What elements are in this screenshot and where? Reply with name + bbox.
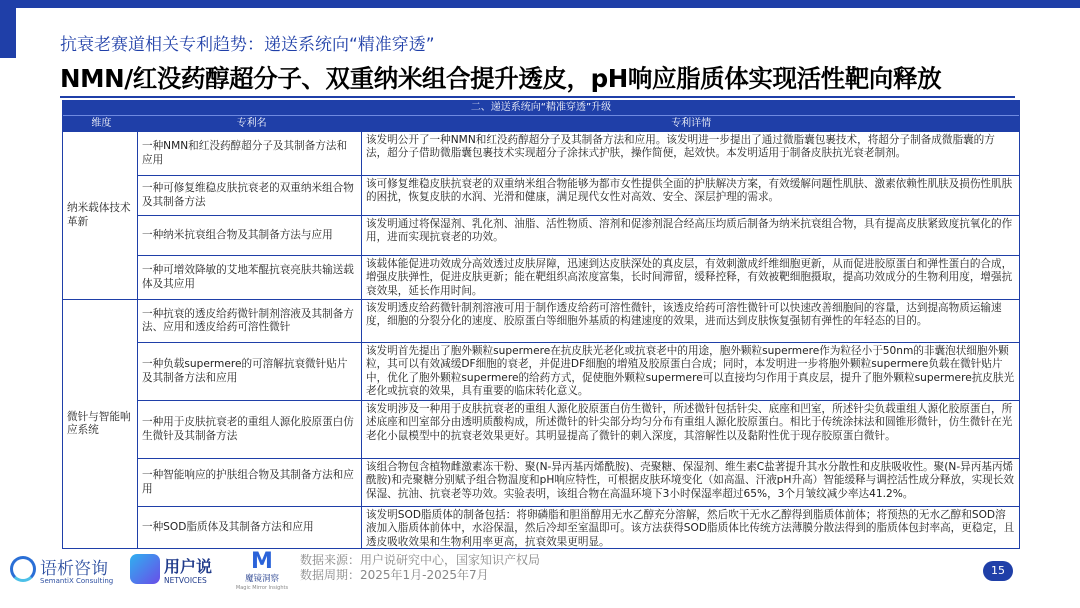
patent-detail-cell: 该载体能促进功效成分高效透过皮肤屏障，迅速到达皮肤深处的真皮层，有效刺激成纤维细胞更新，从而促进胶原蛋白和弹性蛋白的合成，增强皮肤弹性，促进皮肤更新；能在靶组织高浓度富集，长时间滞留，缓释控释，有效被靶细胞摄取，提高功效成分的生物利用度，增强抗衰效果，延长作用时间。 bbox=[366, 258, 1013, 297]
patent-name-cell: 一种负载supermere的可溶解抗衰微针贴片及其制备方法和应用 bbox=[138, 343, 362, 400]
patent-detail-cell: 该发明首先提出了胞外颗粒supermere在抗皮肤光老化或抗衰老中的用途，胞外颗粒supermere作为粒径小于50nm的非囊泡状细胞外颗粒，其可以有效减缓DF细胞的衰老，并促进DF细胞的增殖及胶原蛋白合成；同时，本发明进一步将胞外颗粒supermere负载在微针贴片中，优化了胞外颗粒supermere的给药方式，促使胞外颗粒supermere可以直接均匀作用于真皮层，提升了胞外颗粒supermere抗皮肤光老化或抗衰的效果，具有重要的临床转化意义。 bbox=[366, 345, 1015, 397]
data-source-note bbox=[300, 553, 540, 583]
table-group-nano bbox=[63, 131, 1019, 299]
slide-title: NMN/红没药醇超分子、双重纳米组合提升透皮，pH响应脂质体实现活性靶向释放 bbox=[60, 64, 942, 93]
patent-detail-cell: 该发明通过将保湿剂、乳化剂、油脂、活性物质、溶剂和促渗剂混合经高压均质后制备为纳米抗衰组合物，具有提高皮肤紧致度抗氧化的作用，进而实现抗衰老的功效。 bbox=[366, 218, 1013, 244]
data-source: 数据来源：用户说研究中心，国家知识产权局 bbox=[300, 553, 541, 567]
table-row bbox=[138, 400, 1019, 458]
patent-detail-cell: 该发明公开了一种NMN和红没药醇超分子及其制备方法和应用。该发明进一步提出了通过微脂囊包裹技术，将超分子制备成微脂囊的方法，超分子借助微脂囊包裹技术实现超分子涂抹式护肤，操作简便，起效快。本发明适用于制备皮肤抗光衰老制剂。 bbox=[366, 134, 995, 160]
table-row bbox=[138, 458, 1019, 506]
semantix-logo-name: 语析咨询 bbox=[40, 559, 108, 579]
table-row bbox=[138, 215, 1019, 255]
semantix-logo bbox=[10, 552, 120, 592]
magic-mirror-logo bbox=[232, 550, 292, 590]
netvoices-mark-icon bbox=[130, 554, 160, 584]
column-header-dimension: 维度 bbox=[91, 118, 112, 129]
top-accent bbox=[0, 8, 16, 58]
dimension-cell: 纳米载体技术革新 bbox=[63, 132, 138, 299]
table-row bbox=[138, 175, 1019, 215]
magic-mirror-mark-icon: M bbox=[251, 549, 273, 574]
patent-name-cell: 一种可增效降敏的艾地苯醌抗衰亮肤共输送载体及其应用 bbox=[138, 256, 362, 299]
table-row bbox=[138, 506, 1019, 548]
patent-name-cell: 一种可修复维稳皮肤抗衰老的双重纳米组合物及其制备方法 bbox=[138, 176, 362, 215]
patent-detail-cell: 该发明涉及一种用于皮肤抗衰老的重组人源化胶原蛋白仿生微针，所述微针包括针尖、底座和凹室，所述针尖负载重组人源化胶原蛋白，所述底座和凹室部分由透明质酸构成，所述微针的针尖部分均匀分布有重组人源化胶原蛋白。相比于传统涂抹法和圆锥形微针，仿生微针在光老化小鼠模型中的抗衰老效果更好。其明显提高了微针的刺入深度，其溶解性以及黏附性优于现存胶原蛋白微针。 bbox=[366, 403, 1013, 442]
netvoices-logo bbox=[130, 552, 230, 592]
column-header-patent-name: 专利名 bbox=[236, 118, 267, 129]
patent-name-cell: 一种抗衰的透皮给药微针制剂溶液及其制备方法、应用和透皮给药可溶性微针 bbox=[138, 300, 362, 342]
patent-name-cell: 一种纳米抗衰组合物及其制备方法与应用 bbox=[138, 216, 362, 255]
page-number: 15 bbox=[983, 561, 1013, 581]
semantix-ring-icon bbox=[10, 556, 36, 582]
table-section-title: 二、递送系统向“精准穿透”升级 bbox=[63, 101, 1019, 115]
patent-name-cell: 一种NMN和红没药醇超分子及其制备方法和应用 bbox=[138, 132, 362, 175]
patent-detail-cell: 该发明透皮给药微针制剂溶液可用于制作透皮给药可溶性微针，该透皮给药可溶性微针可以快速改善细胞间的容量，达到提高物质运输速度，细胞的分裂分化的速度、胶原蛋白等细胞外基质的构建速度的效果，进而达到皮肤恢复强韧有弹性的年轻态的目的。 bbox=[366, 302, 1002, 328]
semantix-logo-sub: SemantiX Consulting bbox=[40, 577, 114, 585]
netvoices-logo-name: 用户说 bbox=[164, 557, 213, 576]
slide-subtitle: 抗衰老赛道相关专利趋势：递送系统向“精准穿透” bbox=[60, 35, 435, 55]
patent-detail-cell: 该可修复维稳皮肤抗衰老的双重纳米组合物能够为都市女性提供全面的护肤解决方案，有效缓解问题性肌肤、激素依赖性肌肤及损伤性肌肤的困扰，恢复皮肤的水润、光滑和健康，满足现代女性对高效、安全、深层护理的需求。 bbox=[366, 178, 1013, 204]
table-row bbox=[138, 342, 1019, 400]
table-group-microneedle bbox=[63, 299, 1019, 548]
table-header bbox=[63, 115, 1019, 131]
title-divider bbox=[60, 96, 1015, 98]
dimension-cell: 微针与智能响应系统 bbox=[63, 300, 138, 548]
patent-detail-cell: 该组合物包含植物雌激素冻干粉、聚(N-异丙基丙烯酰胺)、壳聚糖、保湿剂、维生素C盐著提升其水分散性和皮肤吸收性。聚(N-异丙基丙烯酰胺)和壳聚糖分别赋予组合物温度和pH响应特性，可根据皮肤环境变化（如高温、汗液pH升高）智能缓释与调控活性成分释放，实现长效保湿、抗油、抗衰老等功效。实验表明，该组合物在高温环境下3小时保湿率超过65%，3个月皱纹减少率达41.2%。 bbox=[366, 461, 1014, 500]
patent-detail-cell: 该发明SOD脂质体的制备包括：将卵磷脂和胆甾醇用无水乙醇充分溶解，然后吹干无水乙醇得到脂质体前体；将预热的无水乙醇和SOD溶液加入脂质体前体中，水浴保温，然后冷却至室温即可。该方法获得SOD脂质体比传统方法薄膜分散法得到的脂质体包封率高，更稳定，且透皮吸收效果和生物利用率更高，抗衰效果更明显。 bbox=[366, 509, 1015, 548]
table-row bbox=[138, 255, 1019, 299]
patent-name-cell: 一种智能响应的护肤组合物及其制备方法和应用 bbox=[138, 459, 362, 506]
data-period: 数据周期：2025年1月-2025年7月 bbox=[300, 568, 489, 582]
column-header-patent-detail: 专利详情 bbox=[671, 118, 712, 129]
table-row bbox=[138, 300, 1019, 342]
patent-name-cell: 一种用于皮肤抗衰老的重组人源化胶原蛋白仿生微针及其制备方法 bbox=[138, 401, 362, 458]
magic-mirror-logo-name: 魔镜洞察 bbox=[244, 574, 279, 584]
table-row bbox=[138, 132, 1019, 175]
netvoices-logo-sub: NETVOICES bbox=[164, 576, 207, 585]
magic-mirror-logo-sub: Magic Mirror Insights bbox=[235, 585, 289, 591]
patent-table bbox=[62, 100, 1020, 549]
patent-name-cell: 一种SOD脂质体及其制备方法和应用 bbox=[138, 507, 362, 548]
top-bar bbox=[0, 0, 1080, 8]
